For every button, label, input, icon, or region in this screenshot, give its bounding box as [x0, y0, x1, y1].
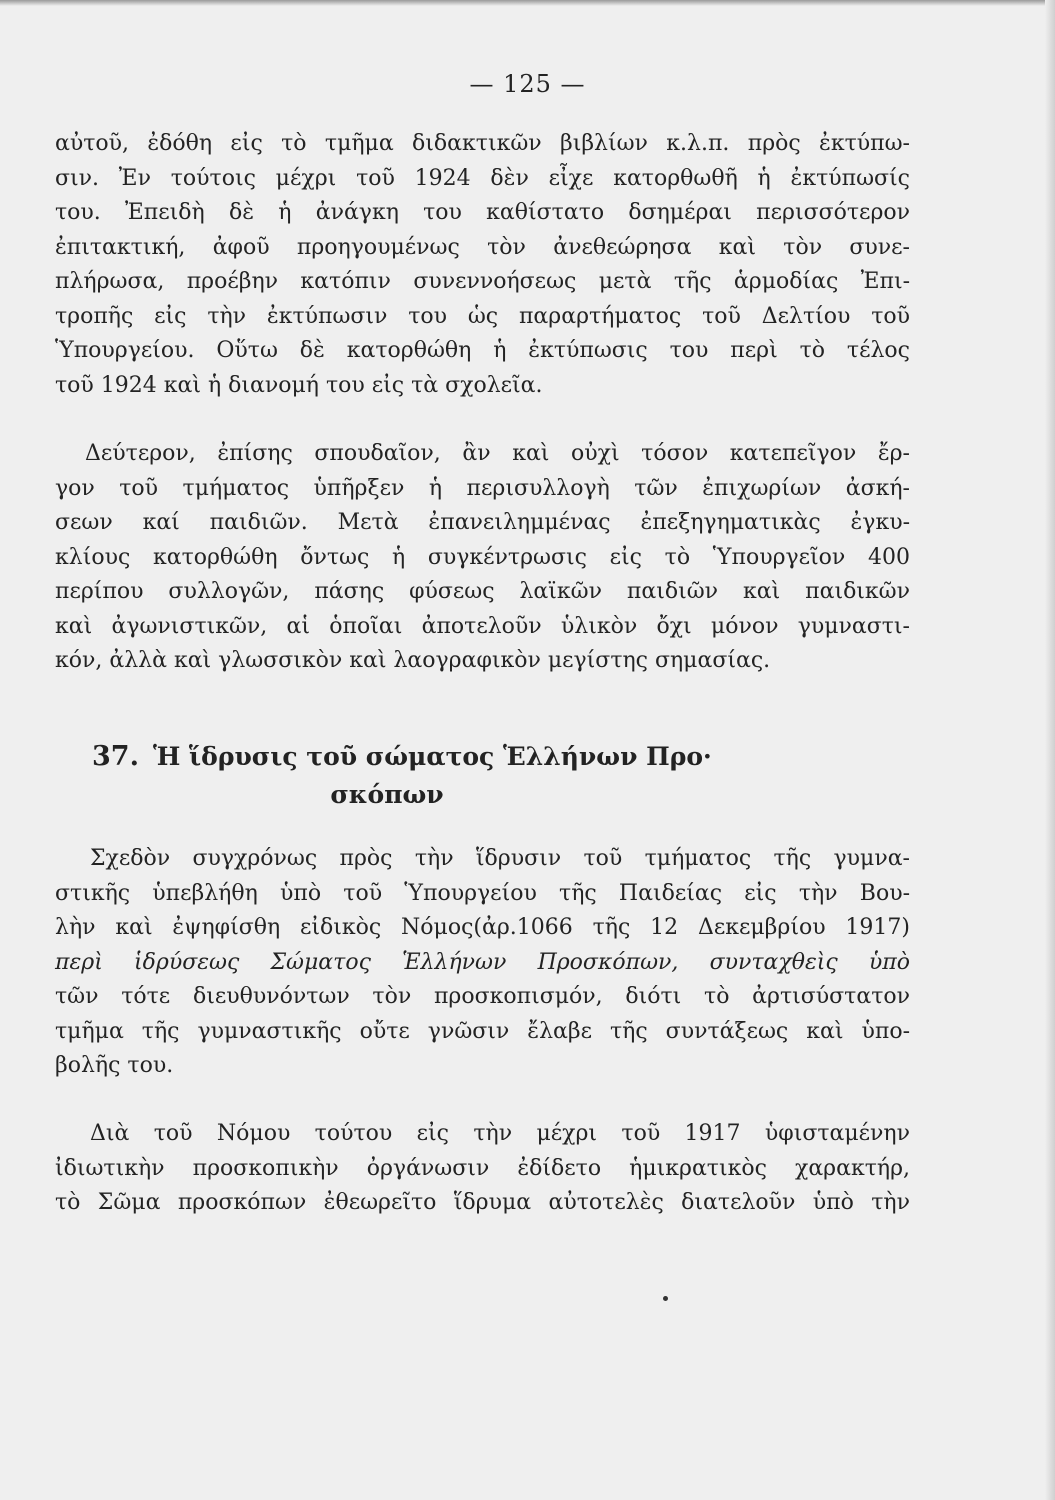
text-line: τμῆμα τῆς γυμναστικῆς οὔτε γνῶσιν ἔλαβε τῆς συντάξεως καὶ ὑπο- [55, 1018, 910, 1044]
text-line: Σχεδὸν συγχρόνως πρὸς τὴν ἵδρυσιν τοῦ τμήματος τῆς γυμνα- [90, 846, 910, 871]
text-line: ἐπιτακτική, ἀφοῦ προηγουμένως τὸν ἀνεθεώρησα καὶ τὸν συνε- [55, 234, 910, 260]
text-line: κλίους κατορθώθη ὄντως ἡ συγκέντρωσις εἰς τὸ Ὑπουργεῖον 400 [55, 544, 910, 570]
paragraph-3 [55, 842, 910, 1084]
ink-dot [663, 1296, 668, 1301]
text-line: περὶ ἱδρύσεως Σώματος Ἑλλήνων Προσκόπων, συνταχθεὶς ὑπὸ [55, 949, 910, 975]
text-line: γον τοῦ τμήματος ὑπῆρξεν ἡ περισυλλογὴ τῶν ἐπιχωρίων ἀσκή- [55, 475, 910, 501]
text-line: ἰδιωτικὴν προσκοπικὴν ὀργάνωσιν ἐδίδετο ἡμικρατικὸς χαρακτήρ, [55, 1155, 910, 1181]
paragraph-2 [55, 437, 910, 679]
text-line: τροπῆς εἰς τὴν ἐκτύπωσιν του ὡς παραρτήματος τοῦ Δελτίου τοῦ [55, 303, 910, 329]
text-line: τοῦ 1924 καὶ ἡ διανομή του εἰς τὰ σχολεῖα. [55, 372, 543, 398]
text-line: Ὑπουργείου. Οὕτω δὲ κατορθώθη ἡ ἐκτύπωσις του περὶ τὸ τέλος [55, 338, 910, 363]
text-line: Δεύτερον, ἐπίσης σπουδαῖον, ἂν καὶ οὐχὶ τόσον κατεπεῖγον ἔρ- [85, 441, 910, 466]
text-line: σεων καί παιδιῶν. Μετὰ ἐπανειλημμένας ἐπεξηγηματικὰς ἐγκυ- [55, 510, 910, 535]
text-line: του. Ἐπειδὴ δὲ ἡ ἀνάγκη του καθίστατο δσημέραι περισσότερον [55, 200, 910, 225]
text-line: πλήρωσα, προέβην κατόπιν συνεννοήσεως μετὰ τῆς ἁρμοδίας Ἐπι- [55, 269, 910, 294]
page-right-edge [1045, 0, 1055, 1500]
page-top-edge [0, 0, 1055, 6]
text-line: λὴν καὶ ἐψηφίσθη εἰδικὸς Νόμος(ἀρ.1066 τῆς 12 Δεκεμβρίου 1917) [55, 915, 910, 940]
text-line: καὶ ἀγωνιστικῶν, αἱ ὁποῖαι ἀποτελοῦν ὑλικὸν ὄχι μόνον γυμναστι- [55, 613, 910, 639]
text-line: βολῆς του. [55, 1053, 174, 1078]
text-line: Διὰ τοῦ Νόμου τούτου εἰς τὴν μέχρι τοῦ 1917 ὑφισταμένην [90, 1121, 910, 1146]
paragraph-1 [55, 127, 910, 403]
text-line: στικῆς ὑπεβλήθη ὑπὸ τοῦ Ὑπουργείου τῆς Παιδείας εἰς τὴν Βου- [55, 880, 910, 906]
text-line: κόν, ἀλλὰ καὶ γλωσσικὸν καὶ λαογραφικὸν μεγίστης σημασίας. [55, 648, 771, 673]
text-line: περίπου συλλογῶν, πάσης φύσεως λαϊκῶν παιδιῶν καὶ παιδικῶν [55, 579, 910, 604]
section-title-line-2: σκόπων [330, 780, 444, 809]
page-number: — 125 — [469, 70, 586, 98]
paragraph-4 [55, 1117, 910, 1221]
section-number: 37. [92, 741, 139, 772]
text-line: τὸ Σῶμα προσκόπων ἐθεωρεῖτο ἵδρυμα αὐτοτελὲς διατελοῦν ὑπὸ τὴν [55, 1190, 910, 1215]
text-line: αὐτοῦ, ἐδόθη εἰς τὸ τμῆμα διδακτικῶν βιβλίων κ.λ.π. πρὸς ἐκτύπω- [55, 131, 910, 156]
text-line: σιν. Ἐν τούτοις μέχρι τοῦ 1924 δὲν εἶχε κατορθωθῆ ἡ ἐκτύπωσίς [55, 165, 910, 191]
section-title-line-1: Ἡ ἵδρυσις τοῦ σώματος Ἑλλήνων Προ· [152, 742, 712, 771]
text-line: τῶν τότε διευθυνόντων τὸν προσκοπισμόν, διότι τὸ ἀρτισύστατον [55, 984, 910, 1009]
section-heading [92, 738, 912, 814]
